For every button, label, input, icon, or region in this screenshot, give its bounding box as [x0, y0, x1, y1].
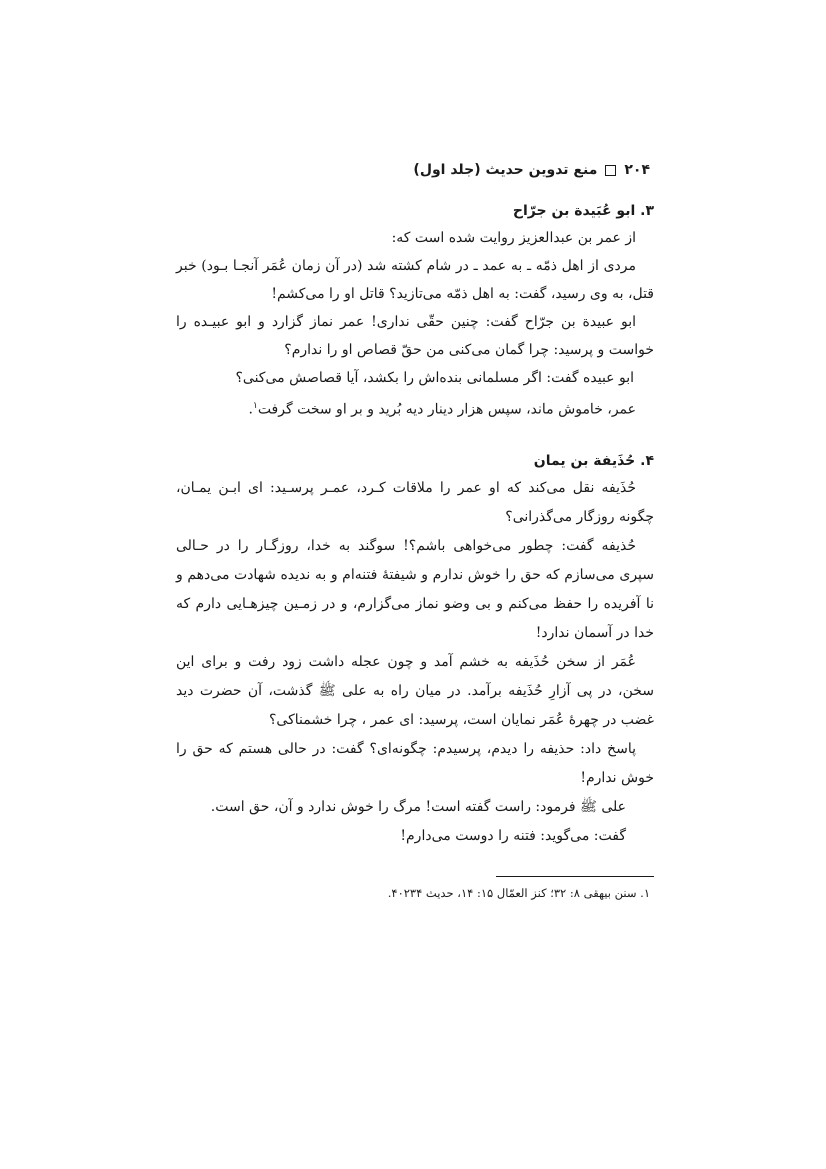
footnote-divider — [496, 876, 654, 877]
paragraph: علی ﷺ فرمود: راست گفته است! مرگ را خوش ندارد و آن، حق است. — [210, 799, 626, 815]
paragraph: پاسخ داد: حذیفه را دیدم، پرسیدم: چگونه‌ای؟ گفت: در حالی هستم که حق را خوش ندارم! — [176, 741, 654, 786]
paragraph: عمر، خاموش ماند، سپس هزار دینار دیه بُرید و بر او سخت گرفت$^۱$. — [248, 401, 636, 418]
section-hudhayfa — [176, 448, 654, 851]
paragraph: ابو عبیدة بن جرّاح گفت: چنین حقّی نداری! عمر نماز گزارد و ابو عبیـده را خواست و پرسید: چرا گمان می‌کنی من حقّ قصاص او را ندارم؟ — [176, 314, 654, 358]
square-icon — [605, 165, 616, 176]
footnote: ۱. سنن بیهقی ۸: ۳۲؛ کنز العمّال ۱۵: ۱۴، حدیث ۴۰۲۳۴. — [387, 886, 650, 900]
section-heading: ۳. ابو عُبَیدة بن جرّاح — [512, 203, 654, 219]
paragraph: عُمَر از سخن حُذَیفه به خشم آمد و چون عجله داشت زود رفت و برای این سخن، در پی آزارِ حُذَیفه برآمد. در میان راه به علی ﷺ گذشت، آن حضرت دید غضب در چهرهٔ عُمَر نمایان است، پرسید: ای عمر ، چرا خشمناکی؟ — [176, 654, 654, 728]
paragraph: از عمر بن عبدالعزیز روایت شده است که: — [391, 230, 636, 246]
paragraph: گفت: می‌گوید: فتنه را دوست می‌دارم! — [400, 828, 626, 844]
footnote-reference[interactable]: ۱ — [252, 401, 258, 411]
paragraph: حُذیفه گفت: چطور می‌خواهی باشم؟! سوگند به خدا، روزگـار را در حـالی سپری می‌سازم که حق را خوش ندارم و شیفتهٔ فتنه‌ام و به ندیده شهادت می‌دهم و نا آفریده را حفظ می‌کنم و بی وضو نماز می‌گزارم، و در زمـین چیزهـایی دارم که خدا در آسمان ندارد! — [176, 538, 654, 641]
paragraph: مردی از اهل ذمّه ـ به عمد ـ در شام کشته شد (در آن زمان عُمَر آنجـا بـود) خبر قتل، به وی رسید، گفت: به اهل ذمّه می‌تازید؟ قاتل او را می‌کشم! — [176, 258, 654, 302]
section-heading: ۴. حُذَیفة بن یمان — [533, 453, 654, 469]
book-title: منع تدوین حدیث (جلد اول) — [413, 162, 598, 178]
paragraph: حُذَیفه نقل می‌کند که او عمر را ملاقات کـرد، عمـر پرسـید: ای ابـن یمـان، چگونه روزگار می‌گذرانی؟ — [176, 480, 654, 525]
section-abu-ubayda — [176, 198, 654, 424]
page-header — [413, 162, 650, 178]
page-number: ۲۰۴ — [624, 162, 650, 178]
paragraph: ابو عبیده گفت: اگر مسلمانی بنده‌اش را بکشد، آیا قصاصش می‌کنی؟ — [235, 370, 634, 386]
paragraph-text: عمر، خاموش ماند، سپس هزار دینار دیه بُرید و بر او سخت گرفت — [257, 401, 636, 418]
